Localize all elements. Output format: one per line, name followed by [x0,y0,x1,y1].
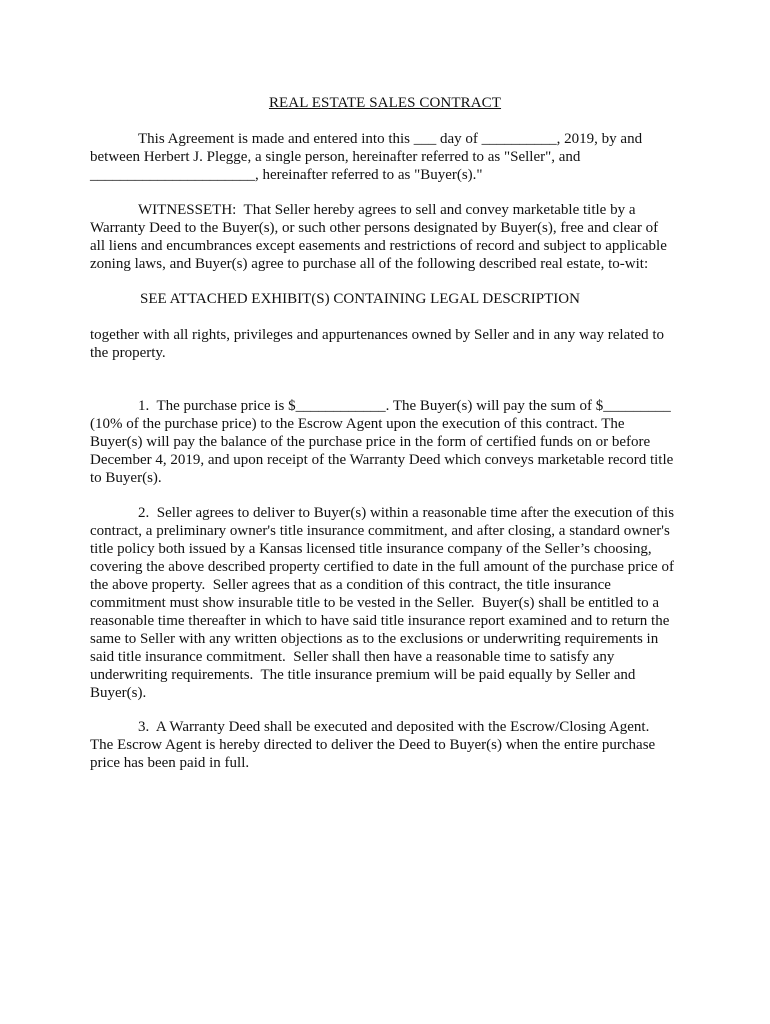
clause-1-line: to Buyer(s). [90,470,162,486]
contract-title: REAL ESTATE SALES CONTRACT [268,95,502,111]
clause-2-line: same to Seller with any written objections as to the exclusions or underwriting requirements in [90,631,659,647]
clause-3-line: 3. A Warranty Deed shall be executed and deposited with the Escrow/Closing Agent. [138,719,650,735]
together-line: the property. [90,345,166,361]
clause-1-paragraph [90,397,690,487]
witnesseth-line: WITNESSETH: That Seller hereby agrees to sell and convey marketable title by a [138,202,636,218]
clause-3-line: price has been paid in full. [90,755,250,771]
clause-2-line: said title insurance commitment. Seller shall then have a reasonable time to satisfy any [90,649,615,665]
intro-line: This Agreement is made and entered into this ___ day of __________, 2019, by and [138,131,643,147]
witnesseth-line: zoning laws, and Buyer(s) agree to purchase all of the following described real estate, to-wit: [90,256,649,272]
clause-2-line: the above property. Seller agrees that as a condition of this contract, the title insurance [90,577,611,593]
clause-2-line: 2. Seller agrees to deliver to Buyer(s) within a reasonable time after the execution of this [138,505,675,521]
clause-1-line: 1. The purchase price is $____________. The Buyer(s) will pay the sum of $_________ [138,398,671,414]
clause-1-line: December 4, 2019, and upon receipt of the Warranty Deed which conveys marketable record title [90,452,674,468]
clause-1-line: Buyer(s) will pay the balance of the purchase price in the form of certified funds on or before [90,434,651,450]
clause-2-line: underwriting requirements. The title insurance premium will be paid equally by Seller and [90,667,636,683]
intro-line: ______________________, hereinafter referred to as "Buyer(s)." [90,167,483,183]
clause-2-line: title policy both issued by a Kansas licensed title insurance company of the Seller’s choosing, [90,541,652,557]
clause-2-paragraph [90,504,690,702]
clause-3-paragraph [90,718,690,772]
witnesseth-line: Warranty Deed to the Buyer(s), or such other persons designated by Buyer(s), free and clear of [90,220,659,236]
clause-3-line: The Escrow Agent is hereby directed to deliver the Deed to Buyer(s) when the entire purchase [90,737,656,753]
intro-paragraph [90,130,690,184]
clause-2-line: covering the above described property certified to date in the full amount of the purchase price of [90,559,674,575]
witnesseth-paragraph [90,201,690,273]
intro-line: between Herbert J. Plegge, a single person, hereinafter referred to as "Seller", and [90,149,581,165]
clause-2-line: Buyer(s). [90,685,147,701]
witnesseth-line: all liens and encumbrances except easements and restrictions of record and subject to applicable [90,238,667,254]
together-paragraph [90,326,690,362]
clause-1-line: (10% of the purchase price) to the Escrow Agent upon the execution of this contract. The [90,416,625,432]
exhibit-reference: SEE ATTACHED EXHIBIT(S) CONTAINING LEGAL DESCRIPTION [140,291,580,307]
together-line: together with all rights, privileges and appurtenances owned by Seller and in any way related to [90,327,664,343]
clause-2-line: reasonable time thereafter in which to have said title insurance report examined and to return the [90,613,670,629]
clause-2-line: commitment must show insurable title to be vested in the Seller. Buyer(s) shall be entitled to a [90,595,660,611]
clause-2-line: contract, a preliminary owner's title insurance commitment, and after closing, a standard owner's [90,523,670,539]
